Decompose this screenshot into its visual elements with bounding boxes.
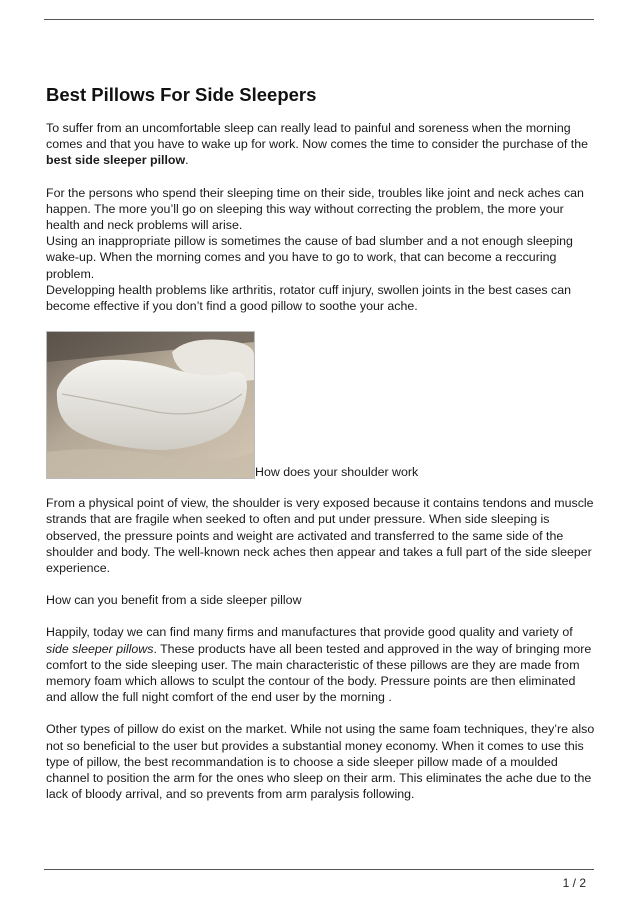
happily-text: Happily, today we can find many firms and manufactures that provide good quality and variety of: [46, 625, 573, 640]
image-caption: How does your shoulder work: [255, 465, 419, 480]
paragraph-side-troubles: For the persons who spend their sleeping time on their side, troubles like joint and neck aches can happen. The more you’ll go on sleeping this way without correcting the problem, the more your health and neck problems will arise.: [46, 185, 584, 233]
header-rule: [44, 19, 594, 20]
side-sleeper-pillows-link: side sleeper pillows: [46, 641, 154, 656]
pillow-photo: [46, 331, 255, 479]
intro-paragraph: [46, 120, 596, 169]
paragraph-inappropriate-pillow: Using an inappropriate pillow is sometimes the cause of bad slumber and a not enough sleeping wake-up. When the morning comes and you have to go to work, that can become a reccuring problem.: [46, 234, 573, 281]
page-title: Best Pillows For Side Sleepers: [46, 84, 317, 105]
happily-rest: . These products have all been tested and approved in the way of bringing more comfort to the side sleeping user. The main characteristic of these pillows are they are made from memory foam which allows to sculpt the contour of the body. Pressure points are then eliminated and allow the full night comfort of the end user by the morning .: [46, 641, 592, 705]
pillow-image-icon: [47, 332, 254, 478]
subheading-benefit: How can you benefit from a side sleeper pillow: [46, 593, 302, 608]
footer-rule: [44, 869, 594, 870]
paragraph-shoulder: From a physical point of view, the shoulder is very exposed because it contains tendons and muscle strands that are fragile when seeked to often and put under pressure. When side sleeping is observed, the pressure points and weight are activated and transferred to the same side of the shoulder and body. The well-known neck aches then appear and takes a full part of the side sleeper experience.: [46, 496, 594, 576]
image-row: [46, 331, 596, 479]
paragraph-health-problems: Developping health problems like arthritis, rotator cuff injury, swollen joints in the best cases can become effective if you don’t find a good pillow to soothe your ache.: [46, 282, 572, 314]
intro-end: .: [185, 153, 189, 168]
intro-text: To suffer from an uncomfortable sleep can really lead to painful and soreness when the morning comes and that you have to wake up for work. Now comes the time to consider the purchase of the: [46, 121, 589, 152]
document-body: [46, 84, 596, 802]
paragraph-other-types: Other types of pillow do exist on the market. While not using the same foam techniques, they’re also not so beneficial to the user but provides a substantial money economy. When it comes to use this type of pillow, the best recommandation is to choose a side sleeper pillow made of a moulded channel to position the arm for the ones who sleep on their arm. This eliminates the ache due to the lack of bloody arrival, and so prevents from arm paralysis following.: [46, 722, 595, 802]
page-number: 1 / 2: [562, 876, 586, 890]
intro-bold-link: best side sleeper pillow: [46, 153, 186, 168]
paragraph-happily: [46, 624, 596, 705]
